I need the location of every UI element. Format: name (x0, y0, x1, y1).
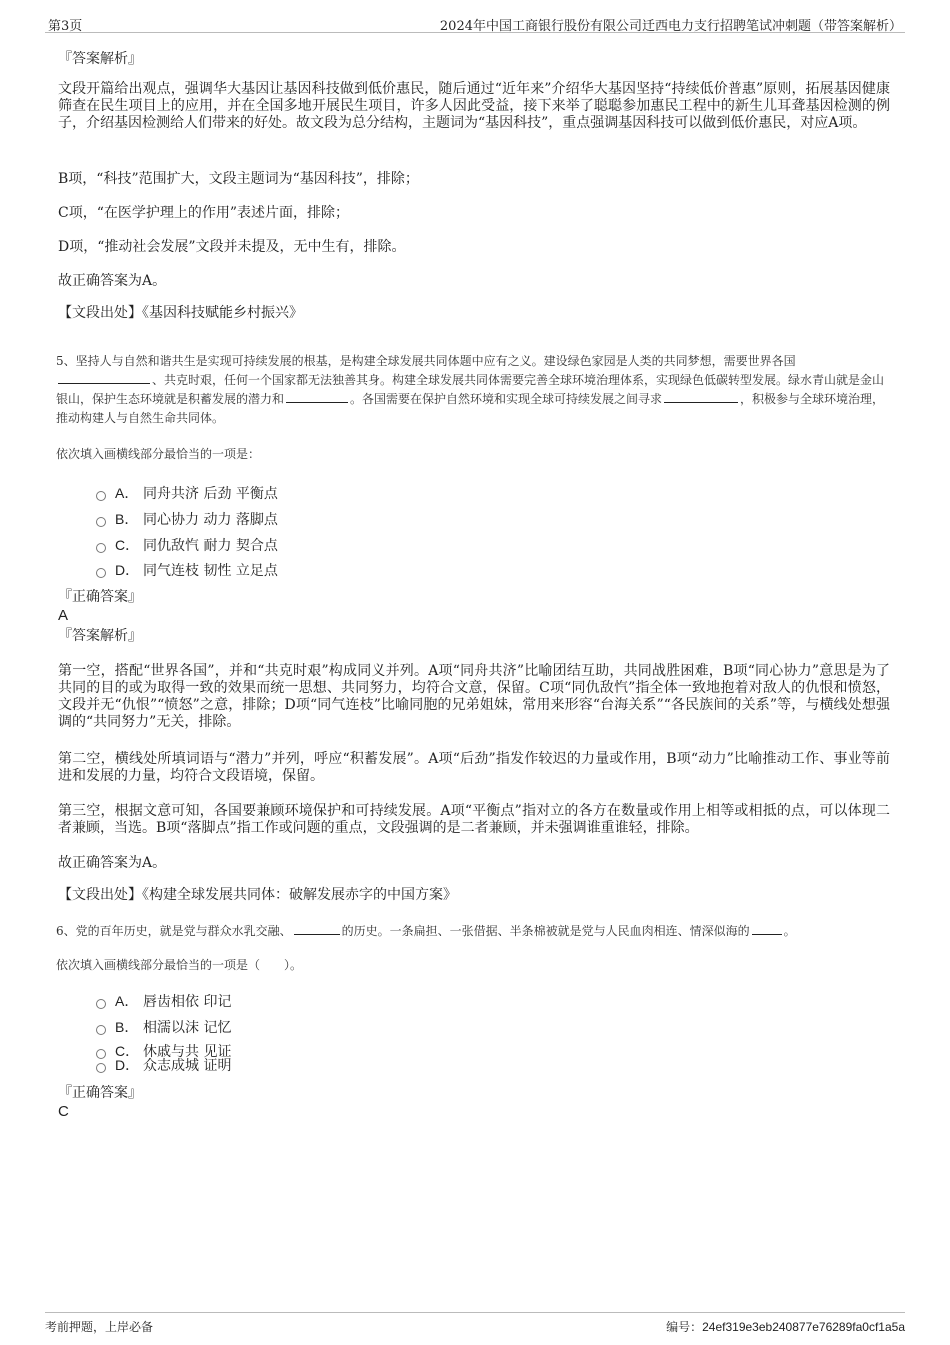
q6-answer: C (58, 1103, 69, 1120)
document-title: 2024年中国工商银行股份有限公司迁西电力支行招聘笔试冲刺题（带答案解析） (439, 19, 902, 34)
q5-analysis-para2: 第二空，横线处所填词语与“潜力”并列，呼应“积蓄发展”。A项“后劲”指发作较迟的力量或作用，B项“动力”比喻推动工作、事业等前进和发展的力量，均符合文段语境，保留。 (58, 751, 890, 784)
page-header (45, 12, 905, 33)
page-footer (45, 1312, 905, 1337)
q5-conclusion: 故正确答案为A。 (58, 855, 167, 871)
q4-analysis-para2: B项，“科技”范围扩大，文段主题词为“基因科技”，排除； (58, 171, 419, 187)
radio-icon[interactable] (96, 543, 106, 553)
q5-analysis-para1: 第一空，搭配“世界各国”，并和“共克时艰”构成同义并列。A项“同舟共济”比喻团结互助，共同战胜困难，B项“同心协力”意思是为了共同的目的或为取得一致的效果而统一思想、共同努力，均符合文意，保留。C项“同仇敌忾”指全体一致地抱着对敌人的仇恨和愤怒，文段并无“仇恨”“愤怒”之意，排除；D项“同气连枝”比喻同胞的兄弟姐妹，常用来形容“台海关系”“各民族间的关系”等，与横线处想强调的“共同努力”无关，排除。 (58, 663, 890, 730)
q4-analysis-label: 『答案解析』 (58, 51, 142, 67)
q5-option-b[interactable]: B． 同心协力 动力 落脚点 (96, 511, 278, 528)
q6-stem: 6、党的百年历史，就是党与群众水乳交融、 的历史。一条扁担、一张借据、半条棉被就是党与人民血肉相连、情深似海的 。 (56, 924, 796, 938)
document-code: 编号：24ef319e3eb240877e76289fa0cf1a5a (666, 1320, 905, 1334)
q4-analysis-para3: C项，“在医学护理上的作用”表述片面，排除； (58, 205, 350, 221)
q5-option-d[interactable]: D． 同气连枝 韧性 立足点 (96, 562, 278, 579)
footer-slogan: 考前押题，上岸必备 (45, 1320, 154, 1334)
radio-icon[interactable] (96, 517, 106, 527)
q5-answer-label: 『正确答案』 (58, 589, 142, 605)
q6-option-b[interactable]: B． 相濡以沫 记忆 (96, 1019, 231, 1036)
q5-blank-1 (58, 371, 150, 384)
q5-option-a[interactable]: A． 同舟共济 后劲 平衡点 (96, 485, 278, 502)
q5-prompt: 依次填入画横线部分最恰当的一项是： (56, 447, 261, 461)
page-number: 第3页 (48, 19, 83, 34)
q5-analysis-para3: 第三空，根据文意可知，各国要兼顾环境保护和可持续发展。A项“平衡点”指对立的各方在数量或作用上相等或相抵的点，可以体现二者兼顾，当选。B项“落脚点”指工作或问题的重点，文段强调的是二者兼顾，并未强调谁重谁轻，排除。 (58, 803, 890, 836)
q6-option-d[interactable]: D． 众志成城 证明 (96, 1057, 231, 1074)
q4-source: 【文段出处】《基因科技赋能乡村振兴》 (58, 305, 303, 321)
q5-analysis-label: 『答案解析』 (58, 628, 142, 644)
q4-analysis-para4: D项，“推动社会发展”文段并未提及，无中生有，排除。 (58, 239, 406, 255)
q5-blank-3 (664, 390, 738, 403)
q6-prompt: 依次填入画横线部分最恰当的一项是（ ）。 (56, 958, 303, 972)
q6-blank-1 (294, 922, 340, 935)
radio-icon[interactable] (96, 491, 106, 501)
q4-analysis-para1: 文段开篇给出观点，强调华大基因让基因科技做到低价惠民，随后通过“近年来”介绍华大基因坚持“持续低价普惠”原则，拓展基因健康筛查在民生项目上的应用，并在全国多地开展民生项目，许多人因此受益，接下来举了聪聪参加惠民工程中的新生儿耳聋基因检测的例子，介绍基因检测给人们带来的好处。故文段为总分结构，主题词为“基因科技”，重点强调基因科技可以做到低价惠民，对应A项。 (58, 81, 890, 131)
q6-option-a[interactable]: A． 唇齿相依 印记 (96, 993, 231, 1010)
q5-option-c[interactable]: C． 同仇敌忾 耐力 契合点 (96, 537, 278, 554)
q5-blank-2 (286, 390, 348, 403)
radio-icon[interactable] (96, 568, 106, 578)
radio-icon[interactable] (96, 1063, 106, 1073)
q5-source: 【文段出处】《构建全球发展共同体：破解发展赤字的中国方案》 (58, 887, 457, 903)
q6-option-c[interactable]: C． 休戚与共 见证 (96, 1043, 231, 1060)
q4-conclusion: 故正确答案为A。 (58, 273, 167, 289)
q5-answer: A (58, 607, 69, 624)
radio-icon[interactable] (96, 999, 106, 1009)
q6-answer-label: 『正确答案』 (58, 1085, 142, 1101)
q6-blank-2 (752, 922, 782, 935)
radio-icon[interactable] (96, 1025, 106, 1035)
q5-stem: 5、坚持人与自然和谐共生是实现可持续发展的根基，是构建全球发展共同体题中应有之义。建设绿色家园是人类的共同梦想，需要世界各国、共克时艰，任何一个国家都无法独善其身。构建全球发展共同体需要完善全球环境治理体系，实现绿色低碳转型发展。绿水青山就是金山银山，保护生态环境就是积蓄发展的潜力和 。各国需要在保护自然环境和实现全球可持续发展之间寻求 ，积极参与全球环境治理，推动构建人与自然生命共同体。 (56, 354, 885, 425)
